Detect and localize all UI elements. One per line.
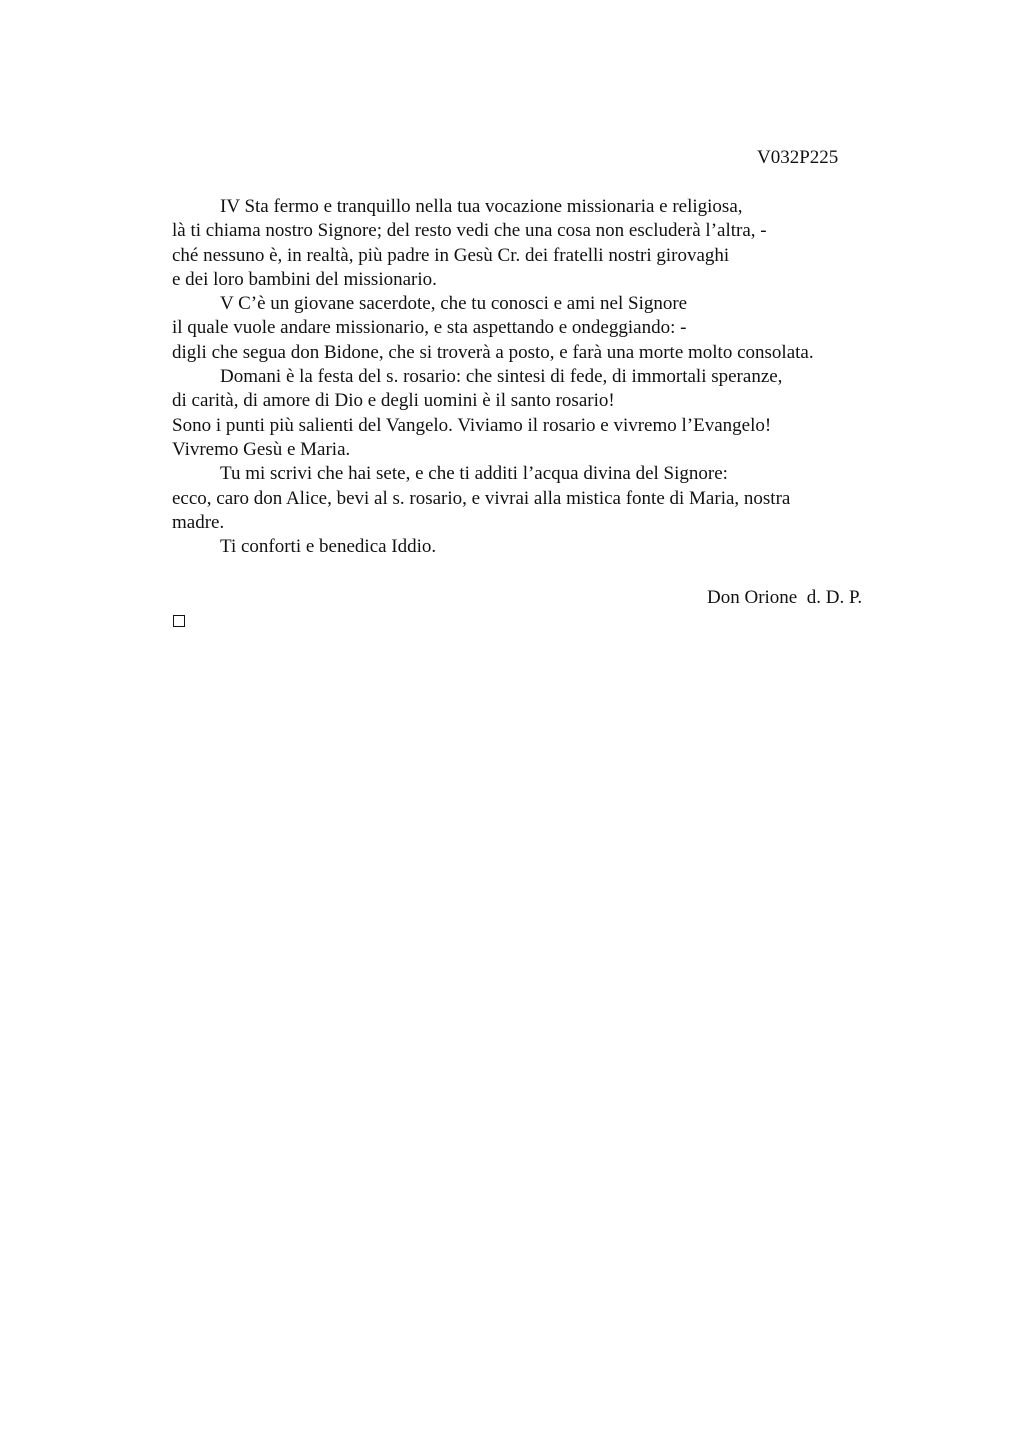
text-line: il quale vuole andare missionario, e sta aspettando e ondeggiando: - xyxy=(172,317,687,339)
signature: Don Orione d. D. P. xyxy=(707,587,863,608)
letter-body xyxy=(172,195,892,559)
text-line: Vivremo Gesù e Maria. xyxy=(172,438,351,460)
text-line: Domani è la festa del s. rosario: che sintesi di fede, di immortali speranze, xyxy=(220,366,783,388)
text-line: là ti chiama nostro Signore; del resto vedi che una cosa non escluderà l’altra, - xyxy=(172,220,767,242)
end-marker-box xyxy=(173,615,185,627)
text-line: Sono i punti più salienti del Vangelo. Viviamo il rosario e vivremo l’Evangelo! xyxy=(172,414,772,436)
text-line: e dei loro bambini del missionario. xyxy=(172,268,437,290)
text-line: di carità, di amore di Dio e degli uomini è il santo rosario! xyxy=(172,390,615,412)
text-line: ché nessuno è, in realtà, più padre in Gesù Cr. dei fratelli nostri girovaghi xyxy=(172,244,730,266)
text-line: Tu mi scrivi che hai sete, e che ti additi l’acqua divina del Signore: xyxy=(220,463,728,485)
text-line: V C’è un giovane sacerdote, che tu conosci e ami nel Signore xyxy=(220,293,688,315)
page-identifier: V032P225 xyxy=(757,147,839,168)
text-line: digli che segua don Bidone, che si troverà a posto, e farà una morte molto consolata. xyxy=(172,341,814,363)
text-line: ecco, caro don Alice, bevi al s. rosario, e vivrai alla mistica fonte di Maria, nostra xyxy=(172,487,791,509)
text-line: IV Sta fermo e tranquillo nella tua vocazione missionaria e religiosa, xyxy=(220,196,743,217)
text-line: Ti conforti e benedica Iddio. xyxy=(220,536,437,558)
text-line: madre. xyxy=(172,511,225,533)
